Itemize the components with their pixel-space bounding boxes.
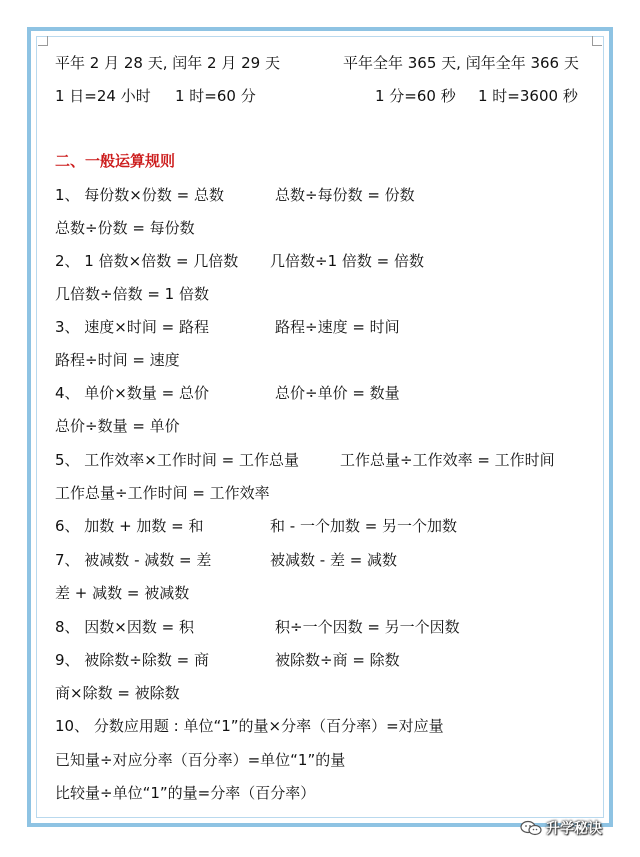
rule-9-formula-c: 商×除数 = 被除数 xyxy=(55,684,180,702)
hour-minutes-text: 1 时=60 分 xyxy=(175,87,256,105)
rule-1-formula-b: 总数÷每份数 = 份数 xyxy=(275,186,415,204)
rule-5-formula-c: 工作总量÷工作时间 = 工作效率 xyxy=(55,484,270,502)
rule-7-formula-c: 差 + 减数 = 被减数 xyxy=(55,584,190,602)
rule-2-formula-b: 几倍数÷1 倍数 = 倍数 xyxy=(270,252,424,270)
rule-8-formula-a: 8、 因数×因数 = 积 xyxy=(55,618,194,636)
year-days-text: 平年全年 365 天, 闰年全年 366 天 xyxy=(343,54,579,72)
rule-10-line-3: 比较量÷单位“1”的量=分率（百分率） xyxy=(55,784,316,802)
rule-4-formula-a: 4、 单价×数量 = 总价 xyxy=(55,384,209,402)
rule-4-formula-c: 总价÷数量 = 单价 xyxy=(55,417,180,435)
day-hours-text: 1 日=24 小时 xyxy=(55,87,151,105)
corner-mark-top-right xyxy=(592,36,602,46)
watermark-text: 升学秘诀 xyxy=(546,821,602,837)
rule-8-formula-b: 积÷一个因数 = 另一个因数 xyxy=(275,618,460,636)
rule-10-line-1: 10、 分数应用题 : 单位“1”的量×分率（百分率）=对应量 xyxy=(55,717,444,735)
corner-mark-top-left xyxy=(38,36,48,46)
rule-7-formula-a: 7、 被减数 - 减数 = 差 xyxy=(55,551,212,569)
rule-3-formula-a: 3、 速度×时间 = 路程 xyxy=(55,318,209,336)
rule-7-formula-b: 被减数 - 差 = 减数 xyxy=(270,551,398,569)
hour-seconds-text: 1 时=3600 秒 xyxy=(478,87,578,105)
rule-3-formula-c: 路程÷时间 = 速度 xyxy=(55,351,180,369)
feb-days-text: 平年 2 月 28 天, 闰年 2 月 29 天 xyxy=(55,54,280,72)
rule-1-formula-a: 1、 每份数×份数 = 总数 xyxy=(55,186,224,204)
rule-2-formula-c: 几倍数÷倍数 = 1 倍数 xyxy=(55,285,209,303)
rule-2-formula-a: 2、 1 倍数×倍数 = 几倍数 xyxy=(55,252,239,270)
rule-3-formula-b: 路程÷速度 = 时间 xyxy=(275,318,400,336)
wechat-icon xyxy=(520,820,542,836)
watermark xyxy=(520,818,602,838)
rule-9-formula-b: 被除数÷商 = 除数 xyxy=(275,651,400,669)
rule-5-formula-a: 5、 工作效率×工作时间 = 工作总量 xyxy=(55,451,299,469)
section-heading: 二、一般运算规则 xyxy=(55,152,176,170)
rule-6-formula-b: 和 - 一个加数 = 另一个加数 xyxy=(270,517,458,535)
minute-seconds-text: 1 分=60 秒 xyxy=(375,87,456,105)
rule-6-formula-a: 6、 加数 + 加数 = 和 xyxy=(55,517,204,535)
rule-10-line-2: 已知量÷对应分率（百分率）=单位“1”的量 xyxy=(55,751,346,769)
rule-1-formula-c: 总数÷份数 = 每份数 xyxy=(55,219,195,237)
rule-5-formula-b: 工作总量÷工作效率 = 工作时间 xyxy=(340,451,555,469)
rule-4-formula-b: 总价÷单价 = 数量 xyxy=(275,384,400,402)
rule-9-formula-a: 9、 被除数÷除数 = 商 xyxy=(55,651,209,669)
